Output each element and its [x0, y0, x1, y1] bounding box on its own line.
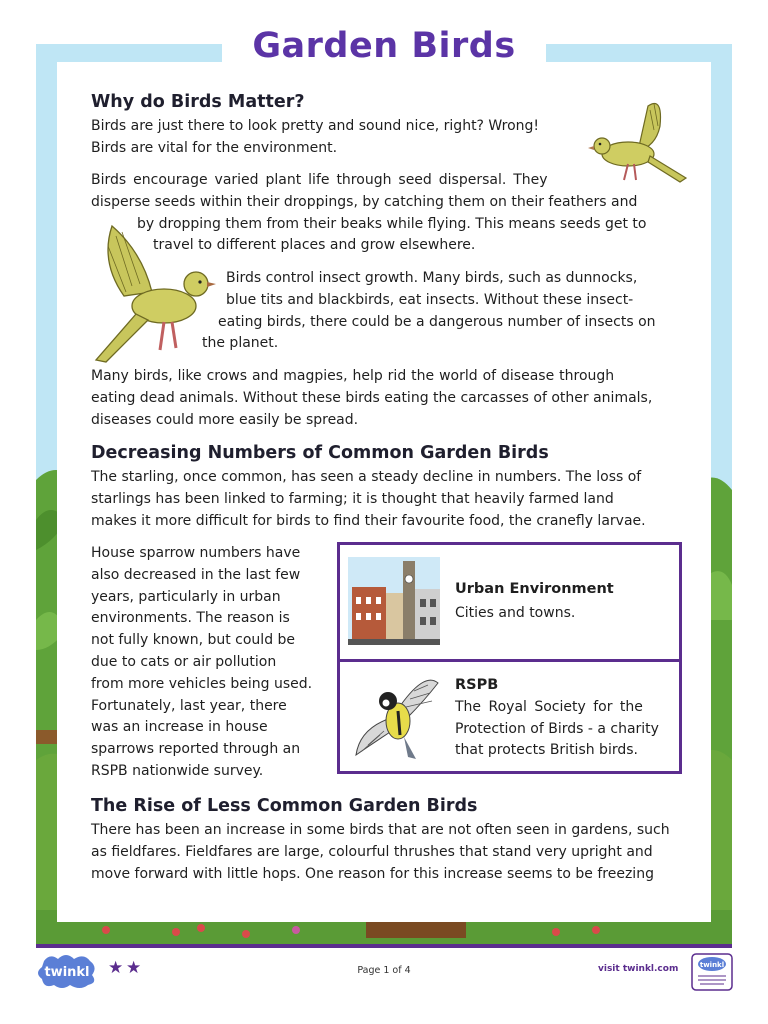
page-number: Page 1 of 4 [357, 965, 411, 976]
logo-text: twinkl [44, 965, 90, 980]
definition-line: The Royal Society for the [455, 699, 643, 715]
paragraph-line: disperse seeds within their droppings, by catching them on their feathers and [91, 193, 638, 210]
glossary-term: RSPB [455, 677, 499, 693]
badge-text: twinkl [699, 961, 725, 969]
paragraph-line: was an increase in house [91, 719, 268, 736]
intro-line: Birds are just there to look pretty and sound nice, right? Wrong! [91, 118, 540, 134]
paragraph-line: eating birds, there could be a dangerous number of insects on [218, 313, 656, 330]
paragraph-line: sparrows reported through an [91, 741, 301, 758]
section-heading-why-birds-matter: Why do Birds Matter? [91, 92, 305, 112]
paragraph-line: Fortunately, last year, there [91, 697, 287, 714]
visit-link[interactable]: visit twinkl.com [598, 964, 679, 974]
paragraph-line: blue tits and blackbirds, eat insects. Without these insect- [226, 291, 634, 308]
paragraph-line: Many birds, like crows and magpies, help rid the world of disease through [91, 368, 615, 384]
glossary-definition: Cities and towns. [455, 605, 576, 621]
paragraph-line: RSPB nationwide survey. [91, 762, 264, 779]
twinkl-logo[interactable] [36, 953, 98, 989]
paragraph-line: travel to different places and grow elsewhere. [153, 237, 476, 254]
house-sparrow-paragraph [91, 543, 323, 783]
page-title: Garden Birds [252, 26, 516, 66]
paragraph-line: as fieldfares. Fieldfares are large, colourful thrushes that stand very upright and [91, 843, 653, 860]
intro-line: Birds are vital for the environment. [91, 139, 338, 156]
paragraph-line: Birds encourage varied plant life through seed dispersal. They [91, 172, 548, 188]
paragraph-line: The starling, once common, has seen a steady decline in numbers. The loss of [91, 469, 642, 485]
paragraph-line: diseases could more easily be spread. [91, 411, 359, 428]
star-icon: ★ [126, 958, 142, 978]
glossary-definition [455, 697, 673, 762]
paragraph-line: not fully known, but could be [91, 632, 296, 649]
paragraph-line: by dropping them from their beaks while flying. This means seeds get to [137, 215, 647, 232]
section-heading-rise-less-common: The Rise of Less Common Garden Birds [91, 796, 478, 816]
town-icon [348, 557, 440, 645]
definition-line: that protects British birds. [455, 742, 638, 758]
footer-divider [36, 944, 732, 948]
disease-paragraph [91, 366, 652, 431]
yellow-bird-icon [92, 222, 217, 364]
star-icon: ★ [108, 958, 124, 978]
paragraph-line: years, particularly in urban [91, 588, 281, 605]
intro-paragraph [91, 116, 539, 160]
paragraph-line: environments. The reason is [91, 610, 290, 627]
glossary-term: Urban Environment [455, 581, 614, 597]
paragraph-line: eating dead animals. Without these birds eating the carcasses of other animals, [91, 389, 653, 406]
paragraph-line: makes it more difficult for birds to find their favourite food, the cranefly larvae. [91, 512, 646, 529]
quality-badge-icon [690, 952, 734, 992]
great-tit-icon [354, 671, 440, 761]
paragraph-line: starlings has been linked to farming; it is thought that heavily farmed land [91, 490, 614, 507]
paragraph-line: due to cats or air pollution [91, 653, 277, 670]
paragraph-line: the planet. [202, 335, 279, 352]
paragraph-line: There has been an increase in some birds that are not often seen in gardens, such [91, 822, 670, 838]
paragraph-line: from more vehicles being used. [91, 675, 313, 692]
paragraph-line: Birds control insect growth. Many birds, such as dunnocks, [226, 270, 638, 286]
insect-control-paragraph [202, 268, 656, 355]
glossary-box [337, 542, 682, 774]
paragraph-line: also decreased in the last few [91, 566, 301, 583]
glossary-divider [340, 659, 679, 662]
fieldfare-paragraph [91, 820, 670, 885]
section-heading-decreasing-numbers: Decreasing Numbers of Common Garden Birds [91, 443, 549, 463]
definition-line: Protection of Birds - a charity [455, 720, 659, 737]
paragraph-line: move forward with little hops. One reason for this increase seems to be freezing [91, 865, 654, 882]
paragraph-line: House sparrow numbers have [91, 545, 301, 561]
starling-paragraph [91, 467, 646, 532]
